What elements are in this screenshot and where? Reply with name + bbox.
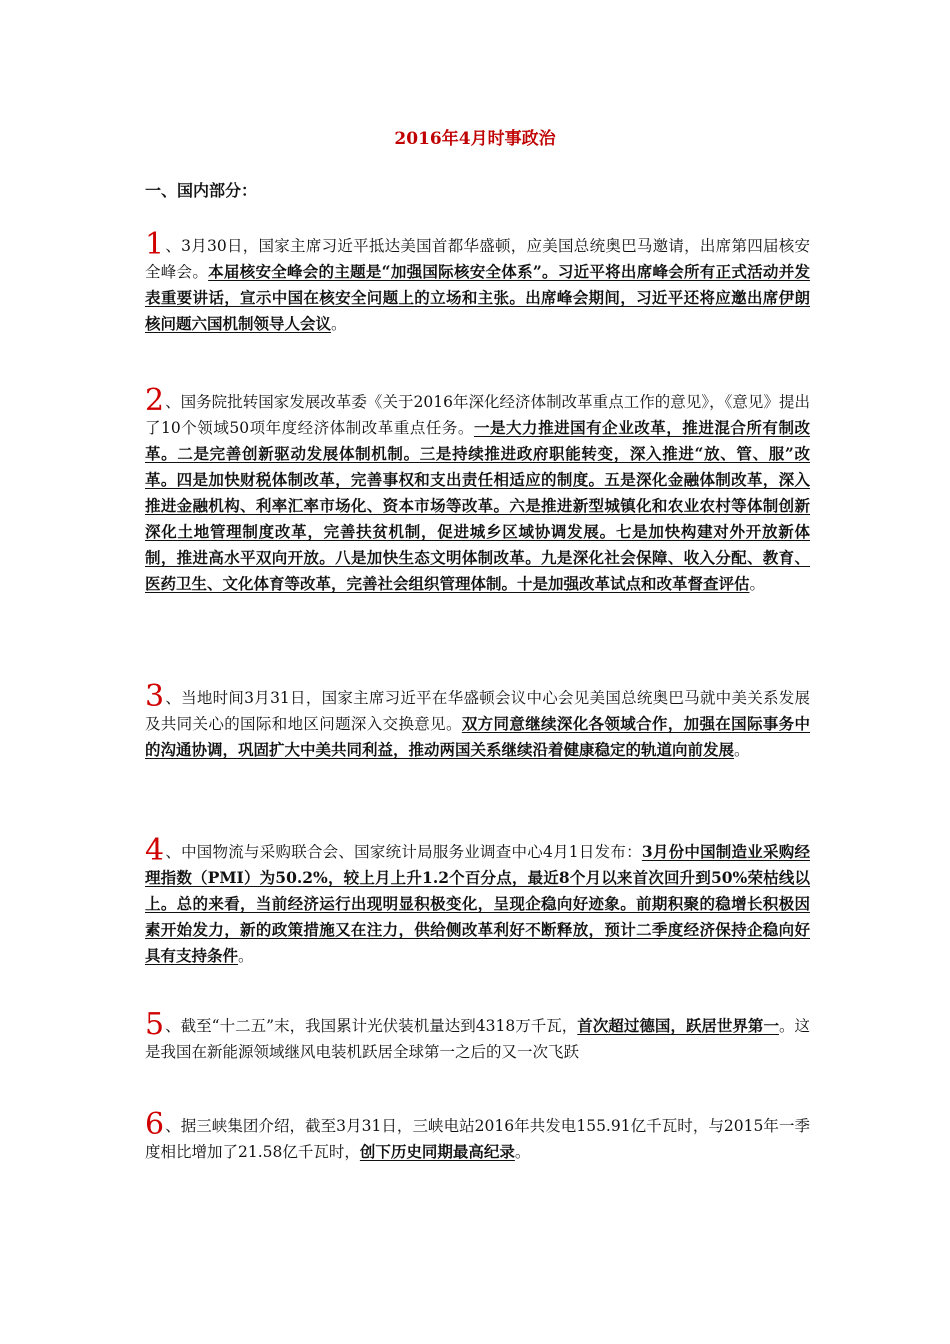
item-text: 、截至“十二五”末，我国累计光伏装机量达到4318万千瓦， bbox=[165, 1017, 578, 1035]
item-highlight: 创下历史同期最高纪录 bbox=[359, 1142, 515, 1161]
item-highlight: 双方同意继续深化各领域合作，加强在国际事务中的沟通协调，巩固扩大中美共同利益，推动两国关系继续沿着健康稳定的轨道向前发展 bbox=[145, 714, 810, 759]
item-text-end: 。 bbox=[238, 947, 254, 965]
news-item bbox=[145, 1007, 810, 1065]
item-text: 、3月30日，国家主席习近平抵达美国首都华盛顿，应美国总统奥巴马邀请，出席第四届核安全峰会。 bbox=[145, 237, 810, 281]
item-highlight: 一是大力推进国有企业改革，推进混合所有制改革。二是完善创新驱动发展体制机制。三是持续推进政府职能转变，深入推进“放、管、服”改革。四是加快财税体制改革，完善事权和支出责任相适应的制度。五是深化金融体制改革，深入推进金融机构、利率汇率市场化、资本市场等改革。六是推进新型城镇化和农业农村等体制创新深化土地管理制度改革，完善扶贫机制，促进城乡区域协调发展。七是加快构建对外开放新体制，推进高水平双向开放。八是加快生态文明体制改革。九是深化社会保障、收入分配、教育、医药卫生、文化体育等改革，完善社会组织管理体制。十是加强改革试点和改革督查评估 bbox=[145, 418, 810, 593]
document-title: 2016年4月时事政治 bbox=[394, 129, 556, 149]
item-text: 、据三峡集团介绍，截至3月31日，三峡电站2016年共发电155.91亿千瓦时，与2015年一季度相比增加了21.58亿千瓦时， bbox=[145, 1117, 810, 1161]
section-heading: 一、国内部分： bbox=[145, 181, 258, 200]
item-number: 3 bbox=[145, 679, 165, 714]
item-number: 5 bbox=[145, 1007, 165, 1042]
item-text: 、中国物流与采购联合会、国家统计局服务业调查中心4月1日发布： bbox=[165, 843, 642, 861]
item-text-end: 。 bbox=[331, 315, 347, 333]
news-item bbox=[145, 833, 810, 969]
news-item bbox=[145, 1107, 810, 1165]
item-text: 、国务院批转国家发展改革委《关于2016年深化经济体制改革重点工作的意见》，《意见》提出了10个领域50项年度经济体制改革重点任务。 bbox=[145, 393, 810, 437]
item-number: 2 bbox=[145, 383, 165, 418]
item-text: 、当地时间3月31日，国家主席习近平在华盛顿会议中心会见美国总统奥巴马就中美关系发展及共同关心的国际和地区问题深入交换意见。 bbox=[145, 689, 810, 733]
item-highlight: 首次超过德国，跃居世界第一 bbox=[577, 1016, 779, 1035]
item-number: 6 bbox=[145, 1107, 165, 1142]
item-highlight: 本届核安全峰会的主题是“加强国际核安全体系”。习近平将出席峰会所有正式活动并发表重要讲话，宣示中国在核安全问题上的立场和主张。出席峰会期间，习近平还将应邀出席伊朗核问题六国机制领导人会议 bbox=[145, 262, 810, 333]
news-item bbox=[145, 383, 810, 597]
item-text-end: 。 bbox=[734, 741, 750, 759]
news-item bbox=[145, 679, 810, 763]
item-highlight: 3月份中国制造业采购经理指数（PMI）为50.2%，较上月上升1.2个百分点，最近8个月以来首次回升到50%荣枯线以上。总的来看，当前经济运行出现明显积极变化，呈现企稳向好迹象。前期积聚的稳增长积极因素开始发力，新的政策措施又在注力，供给侧改革利好不断释放，预计二季度经济保持企稳向好具有支持条件 bbox=[145, 842, 810, 965]
item-text-end: 。 bbox=[514, 1143, 531, 1161]
item-text-end: 。这是我国在新能源领域继风电装机跃居全球第一之后的又一次飞跃 bbox=[145, 1017, 810, 1061]
item-number: 4 bbox=[145, 833, 165, 868]
news-item bbox=[145, 227, 810, 337]
item-number: 1 bbox=[145, 227, 165, 262]
item-text-end: 。 bbox=[749, 575, 766, 593]
